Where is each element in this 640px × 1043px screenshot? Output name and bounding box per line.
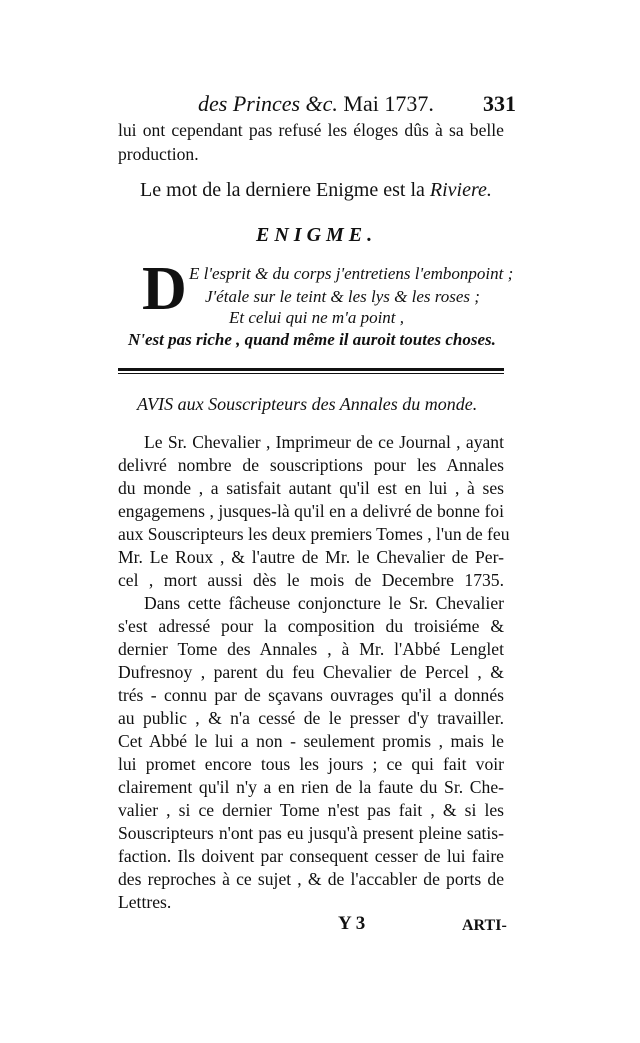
intro-line: production. — [118, 144, 199, 164]
avis-line: Dufresnoy , parent du feu Chevalier de Percel , & — [118, 662, 504, 682]
avis-line: Le Sr. Chevalier , Imprimeur de ce Journal , ayant — [144, 432, 504, 452]
avis-line: delivré nombre de souscriptions pour les Annales — [118, 455, 504, 475]
avis-line: engagemens , jusques-là qu'il en a delivré de bonne foi — [118, 501, 504, 521]
catchword: ARTI- — [462, 917, 507, 934]
avis-line: du monde , a satisfait autant qu'il est en lui , à ses — [118, 478, 504, 498]
section-rule — [118, 368, 504, 371]
avis-line: valier , si ce dernier Tome n'est pas fait , & si les — [118, 800, 504, 820]
avis-line: s'est adressé pour la composition du troisiéme & — [118, 616, 504, 636]
verse-line: N'est pas riche , quand même il auroit toutes choses. — [128, 330, 496, 349]
avis-line: des reproches à ce sujet , & de l'accabler de ports de — [118, 869, 504, 889]
enigme-answer-word: Riviere. — [429, 179, 492, 201]
avis-line: aux Souscripteurs les deux premiers Tomes , l'un de feu — [118, 524, 510, 544]
avis-line: Dans cette fâcheuse conjoncture le Sr. Chevalier — [144, 593, 504, 613]
section-rule-thin — [118, 373, 504, 374]
signature-mark: Y 3 — [338, 913, 366, 934]
avis-line: Cet Abbé le lui a non - seulement promis , mais le — [118, 731, 504, 751]
drop-cap: D — [142, 255, 187, 323]
avis-line: Mr. Le Roux , & l'autre de Mr. le Chevalier de Per- — [118, 547, 504, 567]
running-header — [198, 91, 516, 116]
page-number: 331 — [483, 91, 516, 116]
enigme-answer-line — [140, 178, 492, 202]
avis-line: Lettres. — [118, 892, 172, 912]
avis-line: trés - connu par de sçavans ouvrages qu'il a donnés — [118, 685, 504, 705]
avis-line: faction. Ils doivent par consequent cesser de lui faire — [118, 846, 504, 866]
avis-line: au public , & n'a cessé de le presser d'y travailler. — [118, 708, 504, 728]
avis-line: lui promet encore tous les jours ; ce qui fait voir — [118, 754, 504, 774]
month-year: Mai 1737. — [343, 91, 434, 116]
verse-line: J'étale sur le teint & les lys & les roses ; — [205, 287, 480, 306]
enigme-answer-prefix: Le mot de la derniere Enigme est la — [140, 179, 430, 201]
verse-line: Et celui qui ne m'a point , — [229, 308, 405, 327]
avis-title: AVIS aux Souscripteurs des Annales du monde. — [137, 394, 478, 414]
avis-line: Souscripteurs n'ont pas eu jusqu'à present pleine satis- — [118, 823, 504, 843]
avis-line: cel , mort aussi dès le mois de Decembre 1735. — [118, 570, 504, 590]
running-title: des Princes &c. — [198, 91, 338, 116]
intro-line: lui ont cependant pas refusé les éloges dûs à sa belle — [118, 120, 504, 140]
avis-line: clairement qu'il n'y a en rien de la faute du Sr. Che- — [118, 777, 504, 797]
enigme-title: ENIGME. — [256, 224, 378, 246]
verse-line: E l'esprit & du corps j'entretiens l'embonpoint ; — [189, 264, 514, 283]
avis-line: dernier Tome des Annales , à Mr. l'Abbé Lenglet — [118, 639, 504, 659]
